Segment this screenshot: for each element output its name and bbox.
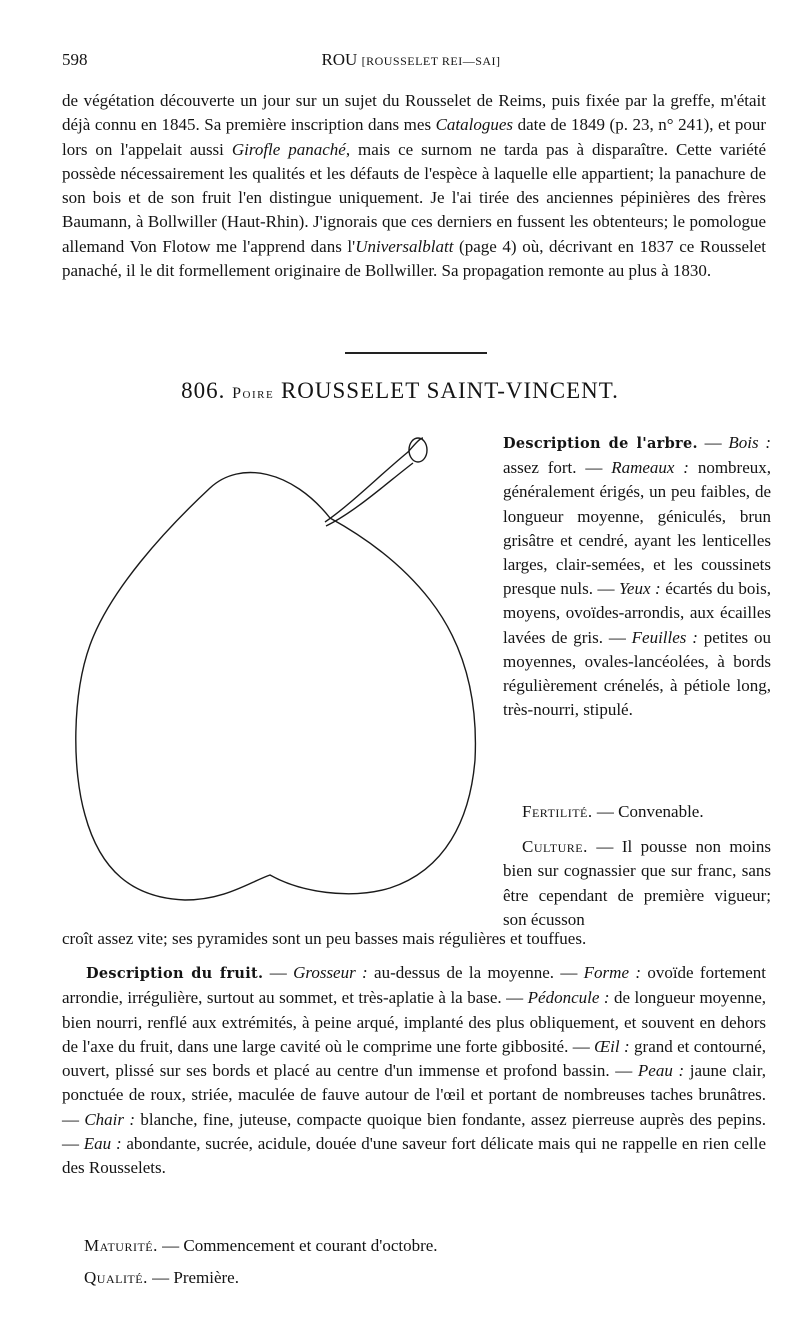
- page-number: 598: [62, 50, 88, 69]
- maturite-line: Maturité. — Commencement et courant d'octobre.: [84, 1236, 438, 1255]
- qualite-line: Qualité. — Première.: [84, 1268, 239, 1287]
- rameaux-text: nombreux, généralement érigés, un peu faibles, de longueur moyenne, géniculés, brun grisâtre et cendré, ayant les lenticelles larges, clair-semées, et les coussinets presque nuls.: [503, 458, 771, 599]
- oeil-text: grand et contourné, ouvert, plissé sur ses bords et placé au centre d'un immense et profond bassin.: [62, 1036, 767, 1081]
- entry-number: 806.: [181, 378, 226, 403]
- pear-outline-illustration: [70, 430, 500, 930]
- intro-text-3: , mais ce surnom ne tarda pas à disparaître. Cette variété possède nécessairement les qualités et les défauts de l'espèce à laquelle elle appartient; la panachure de son bois et de son fruit l'en distingue uniquement. Je l'ai tirée des anciennes pépinières des frères Baumann, à Bollwiller (Haut-Rhin). J'ignorais que ces derniers en fussent les obtenteurs; le pomologue allemand Von Flotow me l'apprend dans l': [62, 139, 767, 256]
- bois-label: Bois :: [728, 433, 771, 452]
- bois-text: assez fort.: [503, 458, 577, 478]
- feuilles-label: Feuilles :: [631, 627, 698, 647]
- maturite-value: Commencement et courant d'octobre.: [183, 1236, 438, 1255]
- eau-text: abondante, sucrée, acidule, douée d'une saveur fort délicate mais qui ne rappelle en rien celle des Rousselets.: [62, 1134, 767, 1178]
- pedoncule-label: Pédoncule :: [527, 988, 610, 1008]
- grosseur-text: au-dessus de la moyenne.: [367, 963, 555, 982]
- fruit-description: Description du fruit. — Grosseur : au-dessus de la moyenne. — Forme : ovoïde fortement arrondie, irrégulière, surtout au sommet, et très-aplatie à la base. — Pédoncule : de longueur moyenne, bien nourri, renflé aux extrémités, à peine arqué, implanté des plus obliquement, et souvent en dehors de l'axe du fruit, dans une large cavité où le comprime une forte gibbosité. — Œil : grand et contourné, ouvert, plissé sur ses bords et placé au centre d'un immense et profond bassin. — Peau : jaune clair, ponctuée de roux, striée, maculée de fauve autour de l'œil et portant de nombreuses taches brunâtres. — Chair : blanche, fine, juteuse, compacte quoique bien fondante, assez pierreuse auprès des pepins. — Eau : abondante, sucrée, acidule, douée d'une saveur fort délicate mais qui ne rappelle en rien celle des Rousselets.: [62, 963, 767, 1178]
- rameaux-label: Rameaux :: [611, 458, 689, 478]
- forme-text: ovoïde fortement arrondie, irrégulière, surtout au sommet, et très-aplatie à la base.: [62, 963, 766, 1008]
- intro-text-1: de végétation découverte un jour sur un sujet du Rousselet de Reims, puis fixée par la greffe, m'était déjà connu en 1845. Sa première inscription dans mes: [62, 91, 766, 135]
- intro-italic-catalogues: Catalogues: [435, 115, 514, 135]
- qualite-label: Qualité.: [84, 1268, 148, 1287]
- running-title-main: ROU: [321, 50, 358, 69]
- peau-text: jaune clair, ponctuée de roux, striée, maculée de fauve autour de l'œil et portant de nombreuses taches brunâtres.: [62, 1061, 767, 1105]
- intro-paragraph: [62, 89, 766, 283]
- oeil-label: Œil :: [594, 1036, 630, 1056]
- running-header: [62, 50, 760, 74]
- fertilite-label: Fertilité.: [522, 802, 593, 821]
- culture-paragraph: Culture. — Il pousse non moins bien sur cognassier que sur franc, sans être cependant de première vigueur; son écusson: [503, 837, 771, 929]
- chair-label: Chair :: [84, 1109, 136, 1129]
- culture-text: Il pousse non moins bien sur cognassier que sur franc, sans être cependant de première vigueur; son écusson: [503, 837, 771, 929]
- entry-name: ROUSSELET SAINT-VINCENT.: [280, 378, 619, 403]
- fertilite-line: Fertilité. — Convenable.: [522, 802, 704, 821]
- fertilite-value: Convenable.: [618, 802, 704, 821]
- pear-stalk: [325, 438, 423, 526]
- qualite-value: Première.: [173, 1268, 239, 1287]
- maturite-label: Maturité.: [84, 1236, 158, 1255]
- grosseur-label: Grosseur :: [293, 963, 368, 982]
- intro-italic-girofle: Girofle panaché: [231, 139, 346, 159]
- yeux-label: Yeux :: [619, 579, 661, 599]
- yeux-text: écartés du bois, moyens, ovoïdes-arrondis, aux écailles lavées de gris.: [503, 579, 771, 647]
- eau-label: Eau :: [83, 1134, 122, 1154]
- pear-body-outline: [76, 473, 476, 900]
- intro-text-4: (page 4) où, décrivant en 1837 ce Rousselet panaché, il le dit formellement originaire de Bollwiller. Sa propagation remonte au plus à 1830.: [62, 236, 767, 281]
- running-title-range: [ROUSSELET REI—SAI]: [361, 54, 501, 68]
- chair-text: blanche, fine, juteuse, compacte quoique bien fondante, assez pierreuse auprès des pepins.: [135, 1109, 766, 1129]
- culture-continuation: croît assez vite; ses pyramides sont un peu basses mais régulières et touffues.: [62, 929, 587, 948]
- intro-text-2: date de 1849 (p. 23, n° 241), et pour lors on l'appelait aussi: [62, 115, 766, 159]
- fruit-heading: Description du fruit.: [86, 965, 264, 982]
- peau-label: Peau :: [637, 1061, 685, 1081]
- entry-kind: Poire: [232, 385, 275, 402]
- forme-label: Forme :: [583, 963, 641, 982]
- culture-label: Culture.: [522, 837, 588, 856]
- tree-heading: Description de l'arbre.: [503, 435, 698, 452]
- intro-italic-universalblatt: Universalblatt: [355, 236, 454, 256]
- tree-description: Description de l'arbre. — Bois : assez fort. — Rameaux : nombreux, généralement érigés, un peu faibles, de longueur moyenne, géniculés, brun grisâtre et cendré, ayant les lenticelles larges, clair-semées, et les coussinets presque nuls. — Yeux : écartés du bois, moyens, ovoïdes-arrondis, aux écailles lavées de gris. — Feuilles : petites ou moyennes, ovales-lancéolées, à bords régulièrement crénelés, à pétiole long, très-nourri, stipulé.: [503, 433, 771, 720]
- entry-title: [0, 378, 800, 404]
- section-divider: [345, 352, 487, 354]
- pedoncule-text: de longueur moyenne, bien nourri, renflé aux extrémités, à peine arqué, implanté des plus obliquement, et souvent en dehors de l'axe du fruit, dans une large cavité où le comprime une forte gibbosité.: [62, 988, 767, 1056]
- running-title: [62, 50, 760, 70]
- feuilles-text: petites ou moyennes, ovales-lancéolées, à bords régulièrement crénelés, à pétiole long, très-nourri, stipulé.: [503, 627, 771, 720]
